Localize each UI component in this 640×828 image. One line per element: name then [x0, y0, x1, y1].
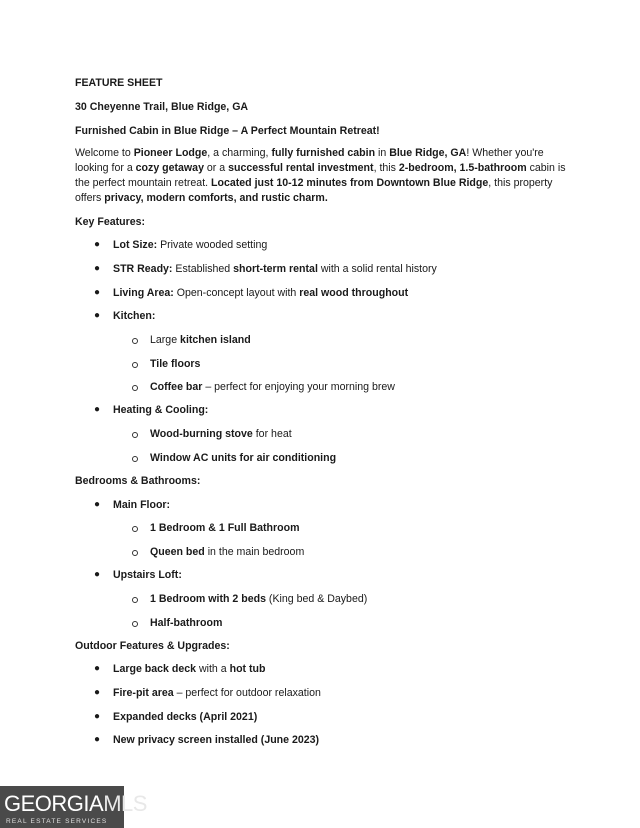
text-run: , this property offers [75, 177, 553, 204]
text-run: – perfect for enjoying your morning brew [202, 381, 395, 393]
bold-text-run: hot tub [229, 663, 266, 675]
upstairs-loft-item [113, 568, 182, 582]
bullet-icon: ● [94, 310, 101, 321]
text-run: (King bed & Daybed) [265, 593, 368, 605]
text-run: Open-concept layout with [173, 287, 300, 299]
bold-text-run: Located just 10-12 minutes from Downtown Blue Ridge [211, 177, 489, 189]
bold-text-run: kitchen island [180, 334, 251, 346]
bold-text-run: fully furnished cabin [271, 147, 376, 159]
bold-text-run: Wood-burning stove [150, 428, 253, 440]
tile-floors-item [150, 357, 200, 371]
bullet-icon: ● [94, 569, 101, 580]
text-run: , this [373, 162, 399, 174]
bold-text-run: Heating & Cooling: [113, 404, 209, 416]
bold-text-run: Pioneer Lodge [133, 147, 208, 159]
bold-text-run: short-term rental [233, 263, 318, 275]
circle-bullet-icon [132, 597, 138, 603]
headline: Furnished Cabin in Blue Ridge – A Perfect Mountain Retreat! [75, 125, 380, 137]
text-run: with a solid rental history [317, 263, 437, 275]
bold-text-run: Window AC units for air conditioning [150, 452, 337, 464]
queen-bed-item [150, 545, 304, 559]
bold-text-run: Queen bed [150, 546, 205, 558]
circle-bullet-icon [132, 338, 138, 344]
text-run: , a charming, [207, 147, 272, 159]
text-run: ! Whether you're looking for a [75, 147, 544, 174]
half-bath-item [150, 616, 222, 630]
bold-text-run: cozy getaway [135, 162, 204, 174]
text-run: – perfect for outdoor relaxation [173, 687, 321, 699]
feature-kitchen [113, 309, 155, 323]
logo-brand-thin: MLS [103, 791, 147, 816]
privacy-screen-item [113, 733, 319, 747]
bullet-icon: ● [94, 287, 101, 298]
text-run: with a [196, 663, 230, 675]
circle-bullet-icon [132, 385, 138, 391]
feature-living-area [113, 286, 408, 300]
text-run: Large [150, 334, 181, 346]
text-run: Private wooded setting [157, 239, 268, 251]
bold-text-run: Coffee bar [150, 381, 203, 393]
bold-text-run: STR Ready: [113, 263, 173, 275]
bold-text-run: successful rental investment [228, 162, 374, 174]
text-run: in the main bedroom [204, 546, 305, 558]
text-run: for heat [252, 428, 292, 440]
expanded-decks-item [113, 710, 257, 724]
bold-text-run: Tile floors [150, 358, 201, 370]
fire-pit-item [113, 686, 321, 700]
bold-text-run: 1 Bedroom & 1 Full Bathroom [150, 522, 300, 534]
bold-text-run: Half-bathroom [150, 617, 223, 629]
bold-text-run: 1 Bedroom with 2 beds [150, 593, 266, 605]
window-ac-item [150, 451, 336, 465]
bullet-icon: ● [94, 404, 101, 415]
text-run: Welcome to [75, 147, 134, 159]
outdoor-heading: Outdoor Features & Upgrades: [75, 640, 230, 652]
feature-heating-cooling [113, 403, 208, 417]
bullet-icon: ● [94, 263, 101, 274]
bold-text-run: Upstairs Loft: [113, 569, 182, 581]
georgia-mls-logo [0, 786, 147, 828]
circle-bullet-icon [132, 526, 138, 532]
bold-text-run: Kitchen: [113, 310, 156, 322]
bullet-icon: ● [94, 734, 101, 745]
document-title: FEATURE SHEET [75, 77, 163, 89]
text-run: Established [172, 263, 234, 275]
deck-hot-tub-item [113, 662, 265, 676]
circle-bullet-icon [132, 432, 138, 438]
bold-text-run: 2-bedroom, 1.5-bathroom [398, 162, 527, 174]
main-bed-bath-item [150, 521, 300, 535]
circle-bullet-icon [132, 550, 138, 556]
logo-tagline: REAL ESTATE SERVICES [6, 818, 108, 825]
coffee-bar-item [150, 380, 395, 394]
feature-str-ready [113, 262, 437, 276]
logo-brand-bold: GEORGIA [4, 791, 104, 816]
text-run: in [375, 147, 390, 159]
bold-text-run: Blue Ridge, GA [389, 147, 467, 159]
logo-wordmark [4, 793, 147, 815]
bullet-icon: ● [94, 499, 101, 510]
bullet-icon: ● [94, 663, 101, 674]
bold-text-run: Main Floor: [113, 499, 171, 511]
loft-bed-item [150, 592, 367, 606]
bullet-icon: ● [94, 687, 101, 698]
feature-lot-size [113, 238, 267, 252]
bold-text-run: Expanded decks (April 2021) [113, 711, 258, 723]
bedrooms-heading: Bedrooms & Bathrooms: [75, 475, 201, 487]
bullet-icon: ● [94, 239, 101, 250]
property-address: 30 Cheyenne Trail, Blue Ridge, GA [75, 101, 249, 113]
text-run: cabin is the perfect mountain retreat. [75, 162, 566, 189]
kitchen-island-item [150, 333, 251, 347]
circle-bullet-icon [132, 456, 138, 462]
bold-text-run: privacy, modern comforts, and rustic charm. [104, 192, 328, 204]
bold-text-run: Living Area: [113, 287, 174, 299]
circle-bullet-icon [132, 362, 138, 368]
bullet-icon: ● [94, 711, 101, 722]
bold-text-run: Fire-pit area [113, 687, 174, 699]
circle-bullet-icon [132, 621, 138, 627]
bold-text-run: Lot Size: [113, 239, 158, 251]
wood-stove-item [150, 427, 292, 441]
bold-text-run: real wood throughout [299, 287, 409, 299]
text-run: or a [203, 162, 229, 174]
bold-text-run: New privacy screen installed (June 2023) [113, 734, 320, 746]
key-features-heading: Key Features: [75, 216, 146, 228]
main-floor-item [113, 498, 170, 512]
intro-paragraph [75, 146, 567, 206]
bold-text-run: Large back deck [113, 663, 197, 675]
